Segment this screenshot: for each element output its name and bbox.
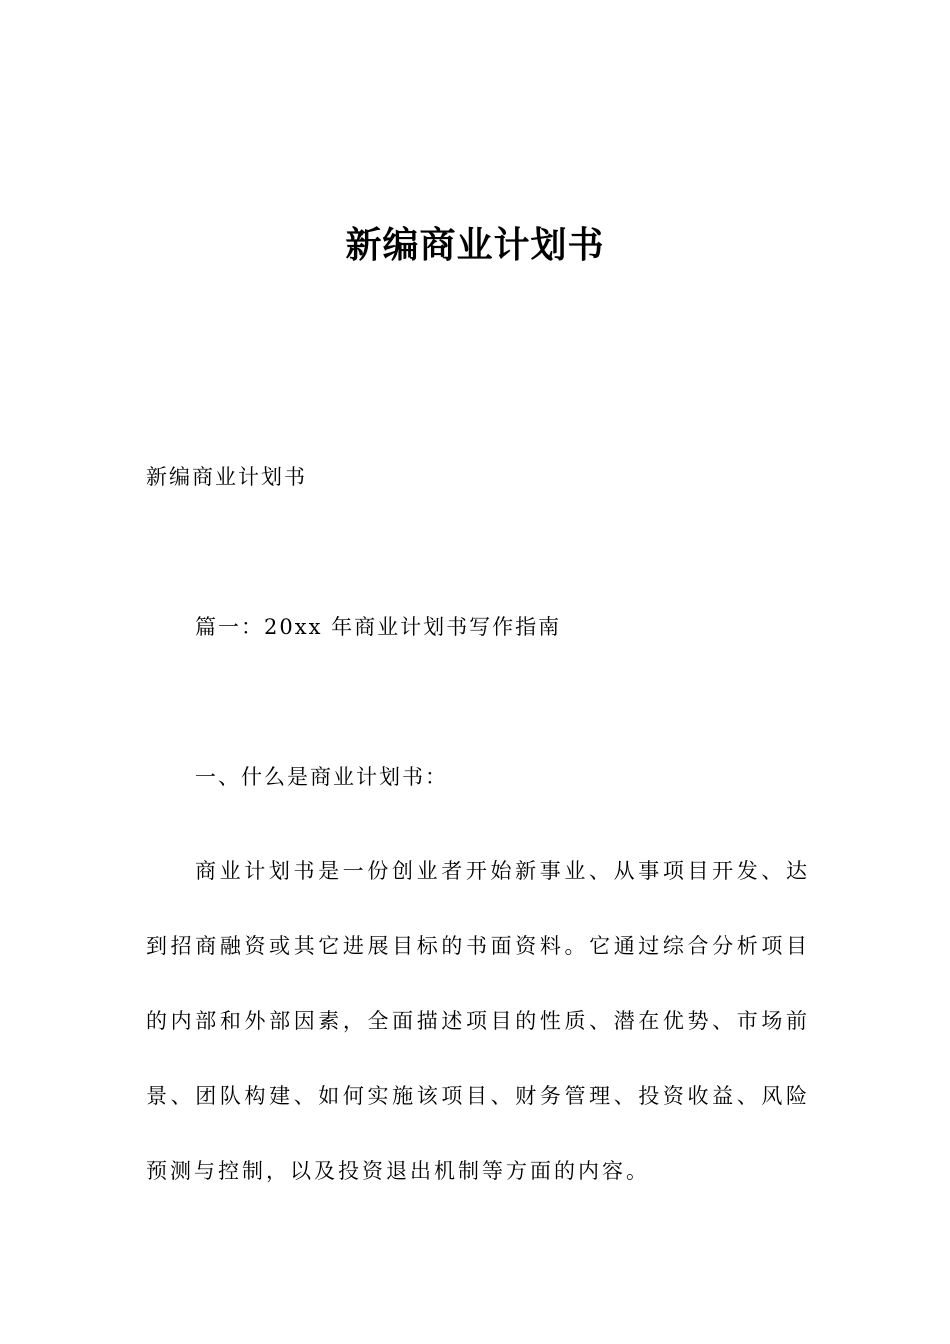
chapter-heading: 篇一：20xx 年商业计划书写作指南 [195, 615, 562, 639]
body-paragraph: 商业计划书是一份创业者开始新事业、从事项目开发、达到招商融资或其它进展目标的书面资料。它通过综合分析项目的内部和外部因素，全面描述项目的性质、潜在优势、市场前景、团队构建、如何实施该项目、财务管理、投资收益、风险预测与控制，以及投资退出机制等方面的内容。 [146, 859, 810, 1183]
section-heading: 一、什么是商业计划书： [195, 765, 448, 789]
document-subtitle: 新编商业计划书 [146, 465, 307, 489]
document-title: 新编商业计划书 [345, 225, 605, 266]
